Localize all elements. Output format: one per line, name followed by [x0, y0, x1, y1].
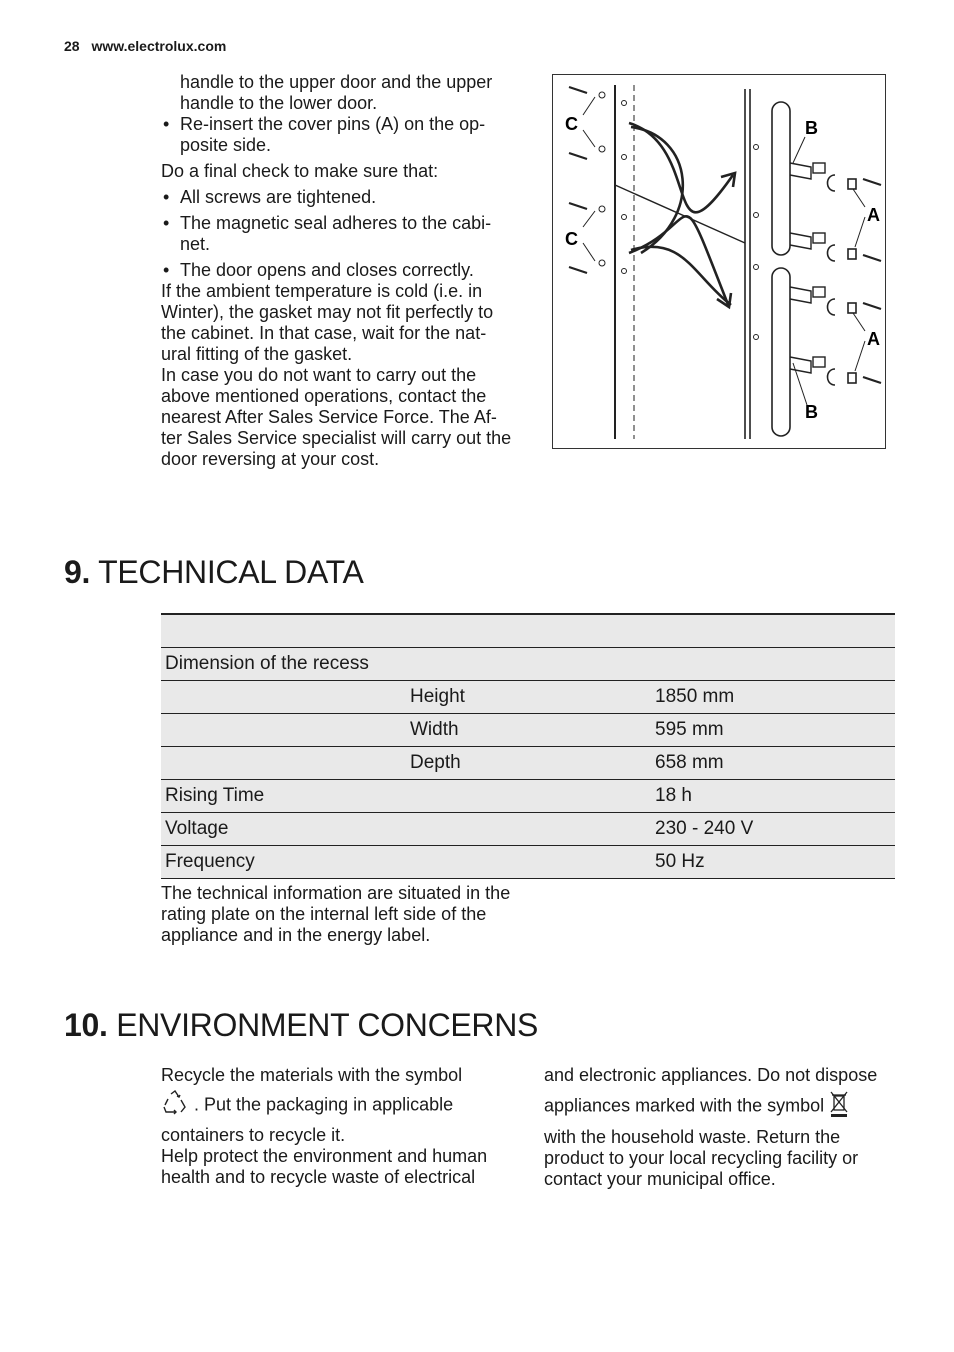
table-cell [161, 747, 406, 780]
env-text: appliances marked with the symbol [544, 1095, 825, 1116]
instruction-continuation: handle to the upper door and the upper handle to the lower door. [180, 72, 493, 113]
table-row [161, 780, 895, 813]
table-cell [406, 846, 651, 879]
bullet-item [161, 213, 516, 255]
table-row [161, 846, 895, 879]
page-number: 28 [64, 38, 80, 54]
recycle-icon [161, 1090, 189, 1121]
bullet-dot: • [163, 187, 170, 207]
door-reversal-diagram [552, 74, 886, 449]
bullet-text: All screws are tightened. [180, 187, 377, 207]
bullet-item [161, 114, 516, 156]
environment-right-column [544, 1065, 904, 1190]
table-cell [406, 614, 651, 648]
label-c-bottom: C [565, 229, 578, 249]
table-cell: Height [406, 681, 651, 714]
section-title: ENVIRONMENT CONCERNS [116, 1007, 539, 1043]
section-number: 9. [64, 554, 91, 590]
table-cell: Width [406, 714, 651, 747]
label-c-top: C [565, 114, 578, 134]
table-row [161, 714, 895, 747]
table-cell [651, 648, 895, 681]
table-cell [161, 714, 406, 747]
environment-left-column [161, 1065, 521, 1188]
table-cell: Dimension of the recess [161, 648, 406, 681]
ambient-note: If the ambient temperature is cold (i.e. in Winter), the gasket may not fit perfectly to the cabinet. In that case, wait for the nat- ural fitting of the gasket. [161, 281, 494, 364]
table-row [161, 813, 895, 846]
table-cell [406, 648, 651, 681]
final-check-text: Do a final check to make sure that: [161, 161, 439, 181]
bullet-text-cont: net. [180, 234, 211, 254]
service-note: In case you do not want to carry out the above mentioned operations, contact the nearest After Sales Service Force. The Af- ter Sales Service specialist will carry out the door reversing at your cost. [161, 365, 512, 469]
bullet-text: The door opens and closes correctly. [180, 260, 474, 280]
table-cell: Depth [406, 747, 651, 780]
label-a-bottom: A [867, 329, 880, 349]
technical-note [161, 883, 521, 946]
page-header [64, 38, 226, 54]
instructions-column [161, 72, 516, 470]
section-heading-technical-data [64, 554, 364, 591]
env-text: . Put the packaging in applicable [194, 1094, 454, 1115]
table-row [161, 681, 895, 714]
bullet-dot: • [163, 114, 170, 134]
label-a-top: A [867, 205, 880, 225]
technical-data-table [161, 613, 895, 879]
crossed-bin-icon [829, 1090, 849, 1123]
table-row [161, 648, 895, 681]
label-b-top: B [805, 118, 818, 138]
table-cell [161, 614, 406, 648]
bullet-item [161, 187, 516, 208]
table-cell: Voltage [161, 813, 406, 846]
table-cell: 230 - 240 V [651, 813, 895, 846]
env-text: and electronic appliances. Do not dispose [544, 1065, 878, 1085]
bullet-text: The magnetic seal adheres to the cabi- [180, 213, 492, 233]
env-text: with the household waste. Return the product to your local recycling facility or contact your municipal office. [544, 1127, 859, 1189]
env-text: containers to recycle it. [161, 1125, 346, 1145]
section-title: TECHNICAL DATA [98, 554, 364, 590]
diagram-svg [553, 75, 887, 450]
table-row [161, 747, 895, 780]
table-header-row [161, 614, 895, 648]
section-heading-environment [64, 1007, 538, 1044]
table-cell: 658 mm [651, 747, 895, 780]
bullet-text-cont: posite side. [180, 135, 272, 155]
env-text: Recycle the materials with the symbol [161, 1065, 463, 1085]
bullet-item [161, 260, 516, 281]
table-cell: Frequency [161, 846, 406, 879]
table-cell [651, 614, 895, 648]
table-cell: 18 h [651, 780, 895, 813]
technical-note-text: The technical information are situated in the rating plate on the internal left side of the appliance and in the energy label. [161, 883, 511, 945]
website: www.electrolux.com [91, 38, 227, 54]
table-cell: 1850 mm [651, 681, 895, 714]
bullet-dot: • [163, 213, 170, 233]
table-cell [161, 681, 406, 714]
section-number: 10. [64, 1007, 108, 1043]
env-text: Help protect the environment and human health and to recycle waste of electrical [161, 1146, 488, 1187]
table-cell: 595 mm [651, 714, 895, 747]
table-cell [406, 780, 651, 813]
bullet-dot: • [163, 260, 170, 280]
bullet-text: Re-insert the cover pins (A) on the op- [180, 114, 486, 134]
table-cell: 50 Hz [651, 846, 895, 879]
table-cell: Rising Time [161, 780, 406, 813]
table-cell [406, 813, 651, 846]
label-b-bottom: B [805, 402, 818, 422]
